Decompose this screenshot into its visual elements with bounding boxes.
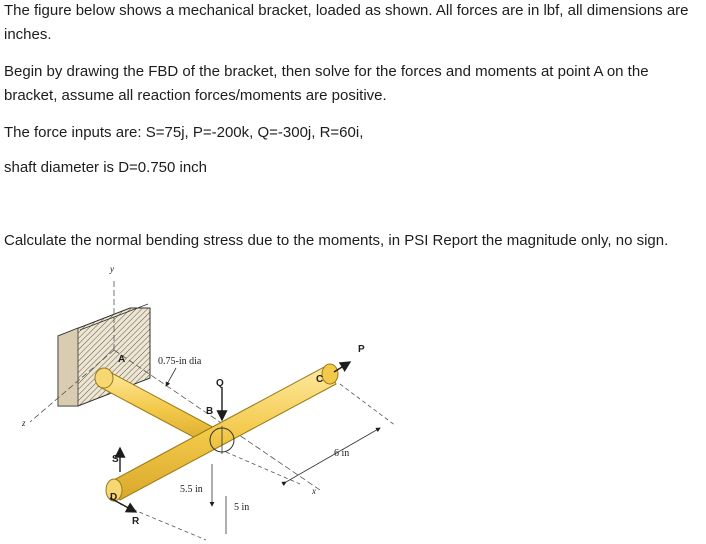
force-inputs: The force inputs are: S=75j, P=-200k, Q=-300j, R=60i, [4,124,364,141]
bracket-figure [0,258,706,544]
question-text: Calculate the normal bending stress due to the moments, in PSI Report the magnitude only, no sign. [4,232,669,249]
point-b-label: B [206,406,214,417]
dim-5in-label: 5 in [234,502,250,513]
force-p-label: P [358,344,365,355]
force-s-label: S [112,454,119,465]
axis-z-label: z [22,418,26,428]
axis-x-label: x [312,486,316,496]
dim-6in-label: 6 in [334,448,350,459]
shaft-diameter: shaft diameter is D=0.750 inch [4,159,208,176]
force-r-label: R [132,516,140,527]
problem-instructions: Begin by drawing the FBD of the bracket, then solve for the forces and moments at point A on the bracket, assume all reaction forces/moments are positive. [4,63,649,104]
problem-intro: The figure below shows a mechanical bracket, loaded as shown. All forces are in lbf, all dimensions are inches. [4,2,689,43]
dim-5-5in-label: 5.5 in [180,484,203,495]
point-d-label: D [110,492,118,503]
axis-y-label: y [110,264,114,274]
force-q-label: Q [216,378,224,389]
point-a-label: A [118,354,126,365]
dia-label: 0.75-in dia [158,356,202,367]
point-c-label: C [316,374,324,385]
